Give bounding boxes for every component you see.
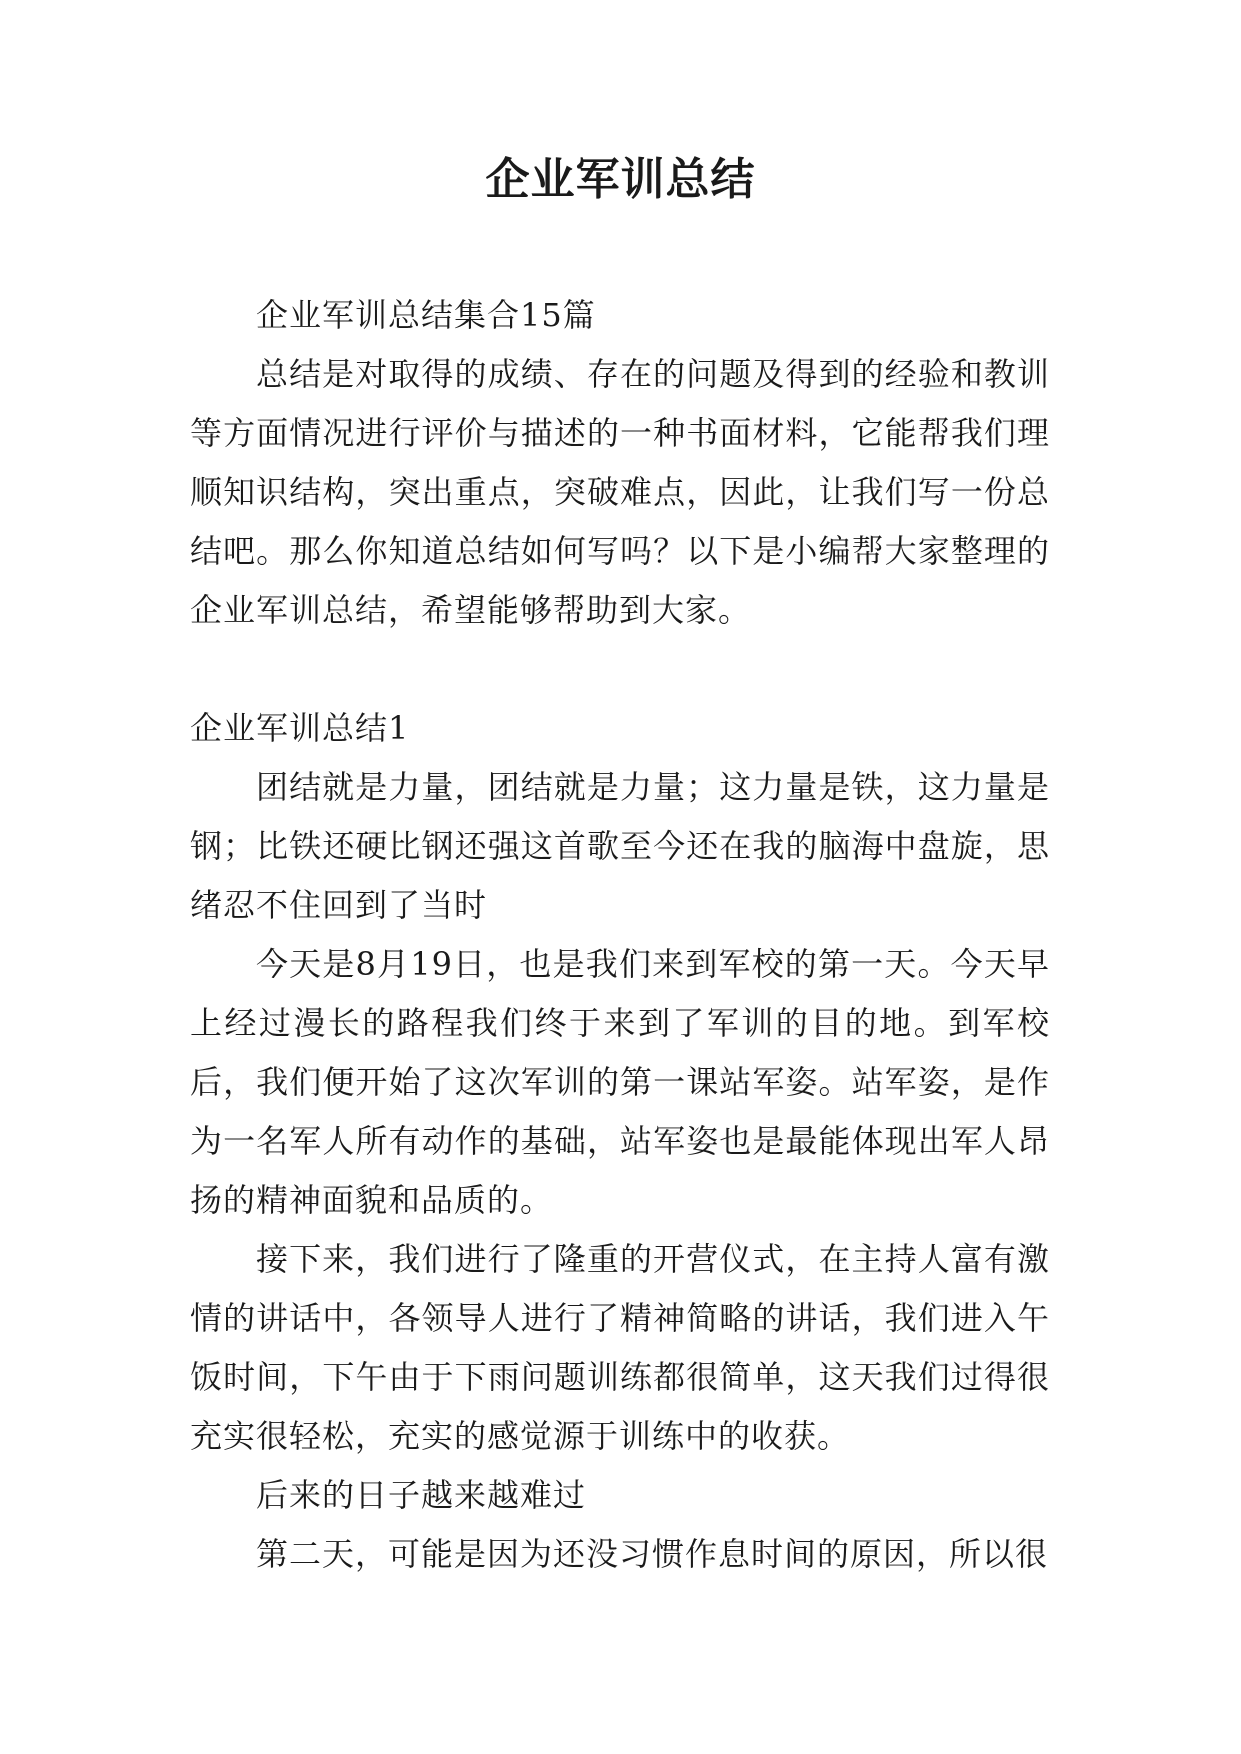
document-body [190,286,1050,1584]
document-title: 企业军训总结 [485,154,756,205]
body-paragraph: 团结就是力量，团结就是力量；这力量是铁，这力量是钢；比铁还硬比钢还强这首歌至今还在我的脑海中盘旋，思绪忍不住回到了当时 [190,768,1050,924]
subtitle-paragraph: 企业军训总结集合15篇 [256,296,596,334]
section-heading: 企业军训总结1 [190,709,410,747]
body-paragraph: 今天是8月19日，也是我们来到军校的第一天。今天早上经过漫长的路程我们终于来到了军训的目的地。到军校后，我们便开始了这次军训的第一课站军姿。站军姿，是作为一名军人所有动作的基础，站军姿也是最能体现出军人昂扬的精神面貌和品质的。 [190,945,1050,1219]
body-paragraph: 第二天，可能是因为还没习惯作息时间的原因，所以很 [256,1535,1049,1573]
body-paragraph: 接下来，我们进行了隆重的开营仪式，在主持人富有激情的讲话中，各领导人进行了精神简略的讲话，我们进入午饭时间，下午由于下雨问题训练都很简单，这天我们过得很充实很轻松，充实的感觉源于训练中的收获。 [190,1240,1050,1455]
intro-paragraph: 总结是对取得的成绩、存在的问题及得到的经验和教训等方面情况进行评价与描述的一种书面材料，它能帮我们理顺知识结构，突出重点，突破难点，因此，让我们写一份总结吧。那么你知道总结如何写吗？以下是小编帮大家整理的企业军训总结，希望能够帮助到大家。 [190,355,1050,629]
body-paragraph: 后来的日子越来越难过 [256,1476,587,1514]
